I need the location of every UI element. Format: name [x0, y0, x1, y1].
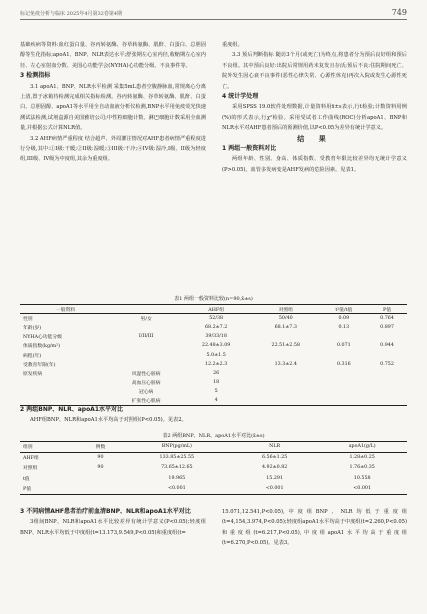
table-cell: 年龄(岁) — [23, 325, 42, 331]
paragraph: 重度组。 — [222, 42, 243, 48]
table-cell: P值 — [23, 487, 32, 492]
table-cell — [79, 473, 121, 484]
paragraph: 采用SPSS 19.0软件处理数据,计量资料用x̄±s表示,行t检验;计数资料用例(%)的形式表示,行χ²检验。采用受试者工作曲线(ROC)分析apoA1、BNP和NLR水平对AHF患者预后的预测价值,以P<0.05为差异有统计学意义。 — [222, 104, 407, 132]
table2 — [20, 441, 407, 495]
paragraph: AHF组BNP、NLR和apoA1水平均高于对照组(P<0.05)。见表2。 — [30, 417, 187, 424]
table-row — [20, 484, 407, 495]
table-cell: 4 — [214, 398, 218, 404]
table-cell — [251, 396, 321, 405]
table-header-cell: 一般资料 — [55, 307, 76, 313]
table-row — [20, 473, 407, 484]
section-heading: 3 检测指标 — [20, 72, 51, 80]
table-cell: 68.1±7.3 — [274, 324, 297, 330]
left-column — [20, 40, 206, 165]
table-cell — [367, 378, 407, 387]
table-cell — [367, 350, 407, 359]
table-cell — [111, 323, 181, 332]
table-cell — [321, 378, 368, 387]
table-cell: <0.001 — [353, 486, 372, 491]
table-cell: 90 — [97, 465, 104, 471]
bottom-right-column — [222, 507, 407, 549]
table-row — [20, 452, 407, 463]
table-cell: 5 — [214, 389, 218, 395]
table-cell: NYHA心功能分级 — [23, 335, 62, 341]
table-cell: 0.13 — [338, 324, 350, 330]
table-header-cell: NLR — [269, 444, 281, 450]
table-cell: 18 — [213, 380, 220, 386]
table-cell: 19.965 — [168, 475, 186, 481]
table-cell: 0.071 — [336, 343, 351, 349]
table-header-cell: 对照组 — [278, 307, 293, 313]
table-cell: 病程(年) — [23, 353, 42, 359]
table-cell: AHF组 — [23, 456, 39, 461]
table-header-cell: 组别 — [23, 445, 33, 451]
table-row — [20, 341, 407, 350]
table-cell — [321, 387, 368, 396]
table-cell — [251, 369, 321, 378]
table-header-row — [20, 442, 407, 453]
table-header-cell: AHF组 — [208, 307, 225, 313]
section-heading: 2 两组BNP、NLR、apoA1水平对比 — [20, 406, 124, 413]
paragraph: 基础疾病等资料:血红蛋白量、谷丙转氨酶、谷草转氨酶、肌酐、白蛋白、总胆固醇等生化指标;apoA1、BNP、NLR表达水平;舒张期左心室内径,收缩期左心室内径、左心室射血分数、美国心功能学会(NYHA)心功能分级、不良事件等。 — [20, 42, 206, 69]
table-cell: 22.51±2.58 — [271, 343, 300, 349]
table-cell — [321, 396, 368, 405]
table-cell: 68.2±7.2 — [204, 324, 228, 330]
table-row — [20, 314, 407, 323]
table-cell — [111, 360, 181, 369]
table1-caption: 表1 两组一般资料比较(n=90,x̄±s) — [174, 296, 253, 302]
table-cell — [367, 332, 407, 341]
table-header-cell — [111, 305, 181, 314]
table-cell: 对照组 — [23, 466, 38, 472]
table-cell: I/II/III — [138, 334, 154, 340]
bottom-left-column — [20, 507, 206, 538]
table-cell — [251, 350, 321, 359]
table-cell — [251, 378, 321, 387]
table-cell: 6.56±1.25 — [261, 455, 288, 460]
table-header-row — [20, 305, 407, 314]
paragraph: 3.2 AHF病情严重程度 结合超声、外周灌注情况对AHF患者病情严重程度进行分级,其中:①I级:干暖;②II级:湿暖;③III级:干冷;④IV级:湿冷,I级、II级为轻度组,III级、IV级为中度组,其余为重度组。 — [20, 135, 206, 163]
table-cell: 50/40 — [278, 316, 293, 322]
table-row — [20, 323, 407, 332]
table-cell — [79, 484, 121, 495]
paragraph: 3组间BNP、NLR和apoA1水平比较差异有统计学意义(P<0.05);轻度组BNP、NLR水平均低于中度组(t=13.173,9.549,P<0.05)和重度组(t= — [20, 519, 206, 536]
section-heading: 1 两组一般资料对比 — [222, 145, 277, 153]
table-cell: <0.001 — [167, 486, 186, 491]
table-cell: 原发疾病 — [23, 371, 43, 377]
table-row — [20, 360, 407, 369]
table-cell: 男/女 — [140, 317, 152, 323]
table-header-cell: apoA1(g/L) — [348, 444, 376, 450]
table-cell — [251, 332, 321, 341]
table-cell — [20, 387, 111, 396]
table-row — [20, 378, 407, 387]
paragraph: 3.1 apoA1、BNP、NLR水平检测 采集5mL患者空腹静脉血,常规离心分离上清,置于冰箱待检测完成相关指标检测。谷丙转氨酶、谷草转氨酶、肌酐、白蛋白、总胆固醇、apoA1等水平用全自动血液分析仪检测,BNP水平用免疫荧光快速测试法检测,试剂盒源自美国雅培公司;中性粒细胞计数、淋巴细胞计数采用全血测量,并根据公式计算NLR值。 — [20, 83, 206, 132]
table-cell: 1.28±0.25 — [349, 455, 375, 460]
right-column — [222, 40, 407, 175]
table-row — [20, 387, 407, 396]
table-cell: 12.2±2.3 — [204, 361, 228, 367]
table-cell: 13.3±2.4 — [274, 361, 297, 367]
table-cell: 高血压心脏病 — [131, 381, 161, 387]
table-cell: 0.764 — [380, 316, 394, 322]
section-heading: 4 统计学处理 — [222, 93, 259, 101]
table-cell — [321, 369, 368, 378]
table-header-cell: t²值/t值 — [335, 307, 353, 313]
table-cell: 73.65±12.65 — [161, 465, 193, 471]
table-cell — [367, 387, 407, 396]
table-cell — [111, 341, 181, 350]
table-cell: 1.76±0.35 — [349, 465, 375, 471]
table-cell — [367, 369, 407, 378]
table-cell: t值 — [23, 476, 30, 482]
table-cell — [321, 332, 368, 341]
table-header-cell: P值 — [383, 307, 392, 313]
table-cell: 0.944 — [380, 343, 394, 349]
table-cell: 10.558 — [353, 475, 371, 481]
table-cell: 52/38 — [209, 316, 224, 322]
table-cell: 风湿性心脏病 — [131, 371, 161, 377]
table-row — [20, 332, 407, 341]
table-cell: 39/33/18 — [205, 334, 227, 340]
table-row — [20, 350, 407, 359]
table-cell: 受教育年限(年) — [23, 362, 56, 368]
table-cell: 0.316 — [336, 361, 351, 367]
header-rule — [20, 19, 407, 20]
section-heading: 3 不同病情AHF患者治疗前血清BNP、NLR和apoA1水平对比 — [20, 508, 191, 515]
table-cell: 0.897 — [380, 324, 394, 330]
table-cell: 133.85±25.55 — [159, 455, 195, 460]
table-cell: 0.752 — [380, 361, 394, 367]
table-cell: 26 — [213, 370, 220, 376]
mid-left — [20, 405, 206, 426]
table-cell — [367, 396, 407, 405]
table-row — [20, 463, 407, 474]
results-heading: 结 果 — [297, 134, 332, 143]
table-cell: 0.09 — [338, 316, 350, 322]
table-cell: 90 — [97, 455, 104, 460]
paragraph: 3.3 预后判断指标 随访3个月(或死亡)为终点,将患者分为预后良好组和预后不良组。其中预后良好:出院后常规用药未复发且存活;预后不良:住院期间死亡、院外发生因心衰不良事件(恶性心律失常、心源性休克)再次入院或发生心源性死亡。 — [222, 52, 407, 90]
table-cell: 冠心病 — [138, 390, 154, 396]
table-header-cell: BNP(pg/mL) — [161, 444, 192, 450]
table1 — [20, 304, 407, 406]
table-header-cell: 例数 — [95, 445, 106, 451]
table-cell — [251, 387, 321, 396]
table-cell: 4.92±0.82 — [261, 465, 288, 471]
table-cell: 扩张性心肌病 — [131, 399, 161, 405]
table-cell: 性别 — [23, 317, 33, 323]
table-cell — [111, 350, 181, 359]
table-cell: 22.48±3.09 — [201, 343, 231, 349]
table-cell — [20, 378, 111, 387]
table-cell: 体质指数(kg/m²) — [23, 344, 60, 350]
table2-caption: 表2 两组BNP、NLR、apoA1水平对比(x̄±s) — [162, 433, 265, 439]
page-number: 749 — [391, 8, 407, 17]
paragraph: 两组年龄、性别、身高、体质指数、受教育年限比较差异均无统计学意义(P>0.05)。血管多发病变是AHF发病的危险因素。见表1。 — [222, 156, 407, 173]
table-row — [20, 369, 407, 378]
table-cell: <0.001 — [265, 486, 284, 491]
running-header: 标记免疫分析与临床 2025年4月第32卷第4期 — [20, 11, 123, 17]
paragraph: 15.071,12.541,P<0.05),中度组BNP、NLR均低于重度组(t=4,154,3.974,P<0.05);轻度组apoA1水平均高于中度组(t=2.260,P<0.05)和重度组(t=6.217,P<0.05),中度组apoA1水平均高于重度组(t=6.270,P<0.05)。见表3。 — [222, 509, 407, 547]
table-cell — [321, 350, 368, 359]
table-cell: 15.291 — [266, 475, 284, 481]
table-cell: 5.0±1.5 — [206, 352, 226, 358]
